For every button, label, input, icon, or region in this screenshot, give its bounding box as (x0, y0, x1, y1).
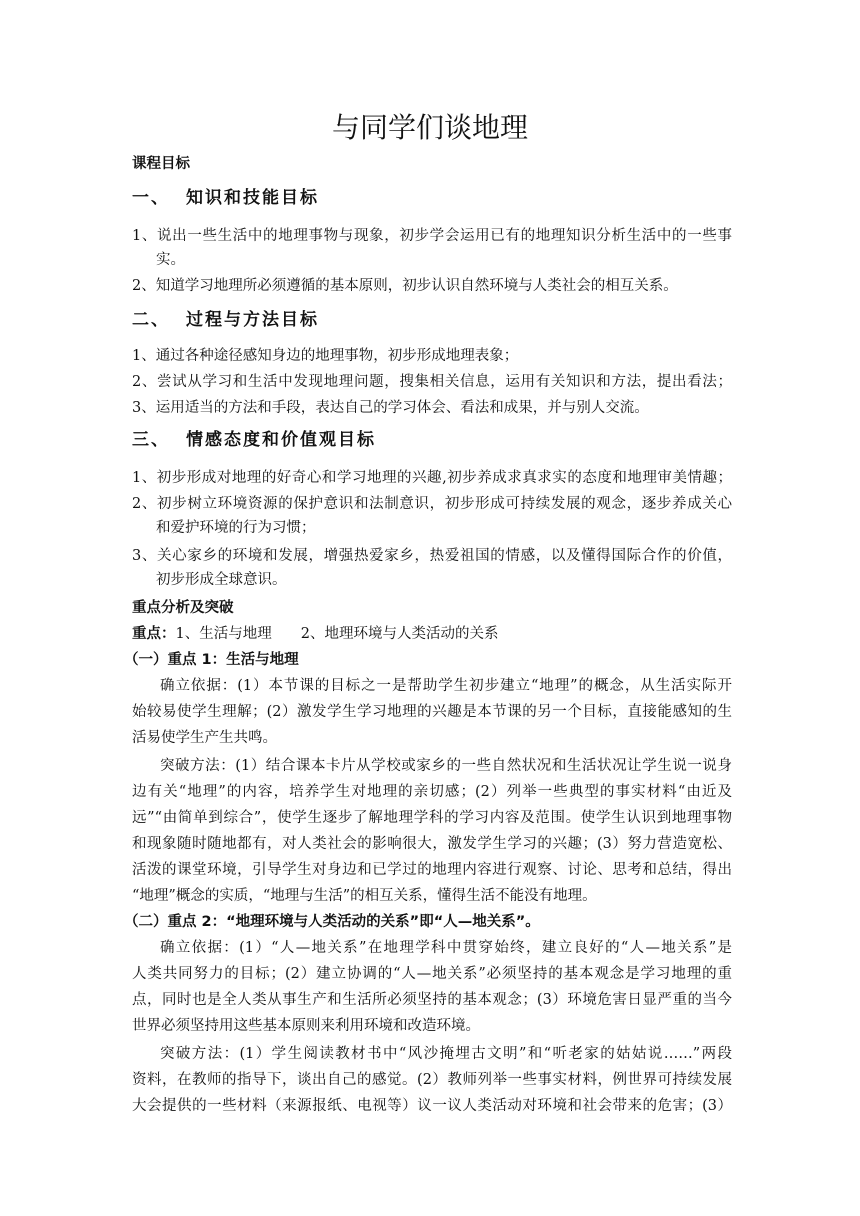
text-line: 3、关心家乡的环境和发展，增强热爱家乡，热爱祖国的情感，以及懂得国际合作的价值， (132, 548, 732, 564)
course-goals-label: 课程目标 (132, 156, 190, 172)
text-line: 活易使学生产生共鸣。 (132, 730, 277, 746)
text-line: 和现象随时随地都有，对人类社会的影响很大，激发学生学习的兴趣；(3）努力营造宽松、 (132, 836, 732, 852)
text-line: 3、运用适当的方法和手段，表达自己的学习体会、看法和成果，并与别人交流。 (132, 400, 649, 416)
text-line: 实。 (156, 252, 185, 268)
text-line: 始较易使学生理解；(2）激发学生学习地理的兴趣是本节课的另一个目标，直接能感知的生 (132, 704, 732, 720)
text-line: 2、初步树立环境资源的保护意识和法制意识，初步形成可持续发展的观念，逐步养成关心 (132, 496, 732, 512)
focus-line (132, 624, 732, 644)
section-number: 一、 (132, 188, 170, 208)
text-line: 2、尝试从学习和生活中发现地理问题，搜集相关信息，运用有关知识和方法，提出看法； (132, 374, 732, 390)
page-title: 与同学们谈地理 (331, 111, 528, 144)
section-number: 三、 (132, 430, 170, 450)
text-line: 远”“由简单到综合”，使学生逐步了解地理学科的学习内容及范围。使学生认识到地理事物 (132, 810, 732, 826)
text-line: 1、通过各种途径感知身边的地理事物，初步形成地理表象； (132, 348, 519, 364)
section-heading-2 (132, 308, 319, 332)
section-heading-1 (132, 186, 319, 210)
section-title: 过程与方法目标 (186, 310, 319, 330)
text-line: “地理”概念的实质，“地理与生活”的相互关系，懂得生活不能没有地理。 (132, 888, 597, 904)
text-line: 1、初步形成对地理的好奇心和学习地理的兴趣,初步养成求真求实的态度和地理审美情趣； (132, 470, 732, 486)
text-line: 大会提供的一些材料（来源报纸、电视等）议一议人类活动对环境和社会带来的危害；(3） (132, 1098, 732, 1114)
focus-heading: 重点分析及突破 (132, 600, 234, 616)
text-line: 资料，在教师的指导下，谈出自己的感觉。(2）教师列举一些事实材料，例世界可持续发展 (132, 1072, 732, 1088)
text-line: 世界必须坚持用这些基本原则来利用环境和改造环境。 (132, 1018, 480, 1034)
section-title: 情感态度和价值观目标 (186, 430, 376, 450)
key-point-1-heading: （一）重点 1：生活与地理 (124, 652, 299, 668)
text-line: 突破方法：(1）学生阅读教材书中“风沙掩埋古文明”和“听老家的姑姑说……”两段 (160, 1046, 732, 1062)
text-line: 和爱护环境的行为习惯； (156, 520, 316, 536)
text-line: 初步形成全球意识。 (156, 572, 287, 588)
text-line: 1、说出一些生活中的地理事物与现象，初步学会运用已有的地理知识分析生活中的一些事 (132, 228, 732, 244)
text-line: 活泼的课堂环境，引导学生对身边和已学过的地理内容进行观察、讨论、思考和总结，得出 (132, 862, 732, 878)
text-line: 人类共同努力的目标；(2）建立协调的“人—地关系”必须坚持的基本观念是学习地理的重 (132, 966, 732, 982)
section-number: 二、 (132, 310, 170, 330)
text-line: 点，同时也是全人类从事生产和生活所必须坚持的基本观念；(3）环境危害日显严重的当今 (132, 992, 732, 1008)
section-heading-3 (132, 428, 376, 452)
key-point-2-heading: （二）重点 2：“地理环境与人类活动的关系”即“人—地关系”。 (124, 914, 540, 930)
focus-label: 重点： (132, 626, 176, 642)
text-line: 突破方法：(1）结合课本卡片从学校或家乡的一些自然状况和生活状况让学生说一说身 (160, 758, 732, 774)
text-line: 确立依据：(1）本节课的目标之一是帮助学生初步建立“地理”的概念，从生活实际开 (160, 678, 732, 694)
focus-text: 1、生活与地理 2、地理环境与人类活动的关系 (175, 626, 499, 642)
section-title: 知识和技能目标 (186, 188, 319, 208)
text-line: 边有关“地理”的内容，培养学生对地理的亲切感；(2）列举一些典型的事实材料“由近及 (132, 784, 732, 800)
text-line: 2、知道学习地理所必须遵循的基本原则，初步认识自然环境与人类社会的相互关系。 (132, 278, 678, 294)
text-line: 确立依据：(1）“人—地关系”在地理学科中贯穿始终，建立良好的“人—地关系”是 (160, 940, 732, 956)
